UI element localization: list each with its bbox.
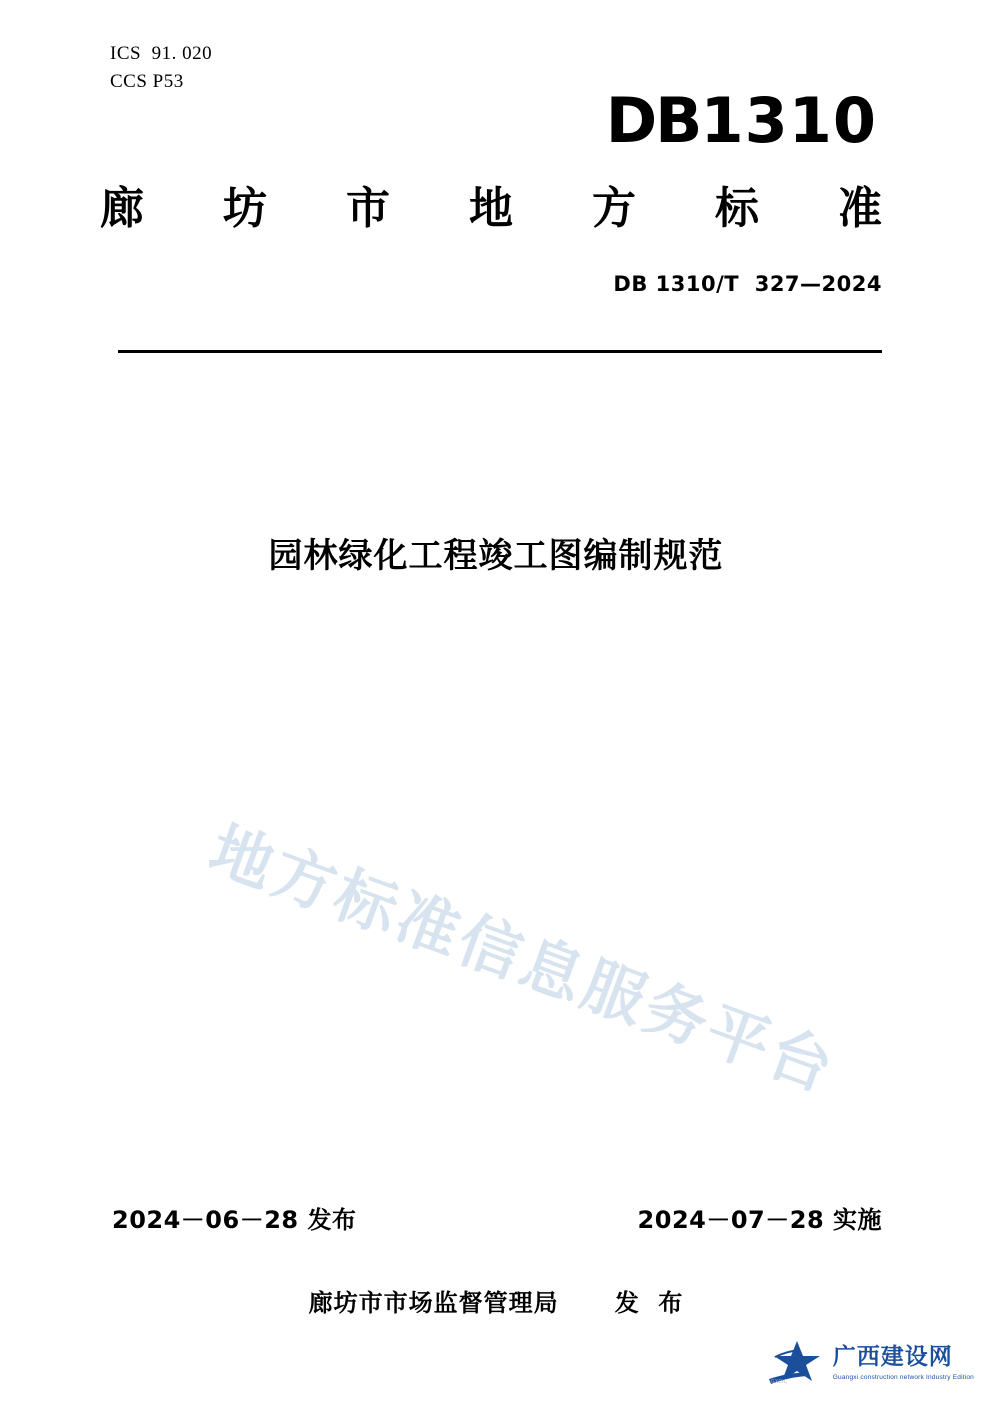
ics-label: ICS — [110, 43, 142, 64]
standard-title-char-2: 市 — [346, 183, 390, 234]
standard-title-char-1: 坊 — [223, 183, 267, 234]
header-divider — [118, 350, 882, 353]
db-logo — [605, 84, 877, 157]
standard-number: DB 1310/T 327—2024 — [613, 272, 882, 296]
ics-value: 91. 020 — [151, 43, 213, 64]
date-row — [112, 1200, 882, 1235]
standard-title-char-6: 准 — [838, 183, 882, 234]
classification-codes — [110, 40, 212, 95]
watermark-text: 地方标准信息服务平台 — [200, 812, 846, 1107]
effective-date: 2024－07－28 实施 — [637, 1206, 882, 1234]
db-logo-db: DB — [605, 84, 701, 157]
ccs-value: P53 — [152, 70, 184, 92]
footer-logo-cn-name: 广西建设网 — [832, 1344, 953, 1371]
star-logo-icon — [767, 1339, 825, 1387]
standard-title-char-4: 方 — [592, 183, 636, 234]
standard-title — [100, 185, 882, 233]
standard-title-char-0: 廊 — [100, 183, 144, 234]
logo-sub-text: GXCIC — [770, 1379, 788, 1385]
footer-logo — [767, 1339, 974, 1387]
standard-title-char-3: 地 — [469, 183, 513, 234]
footer-logo-en-name: Guangxi construction network Industry Edition — [832, 1373, 974, 1381]
footer-logo-text — [833, 1345, 974, 1380]
publisher-line: 廊坊市市场监督管理局 发 布 — [308, 1289, 684, 1317]
ics-code-line — [110, 40, 212, 68]
ccs-code-line — [110, 68, 212, 96]
issue-date: 2024－06－28 发布 — [112, 1206, 357, 1234]
ccs-label: CCS — [110, 70, 148, 92]
standard-title-char-5: 标 — [715, 183, 759, 234]
db-logo-number: 1310 — [700, 84, 877, 157]
page-title: 园林绿化工程竣工图编制规范 — [268, 536, 724, 576]
